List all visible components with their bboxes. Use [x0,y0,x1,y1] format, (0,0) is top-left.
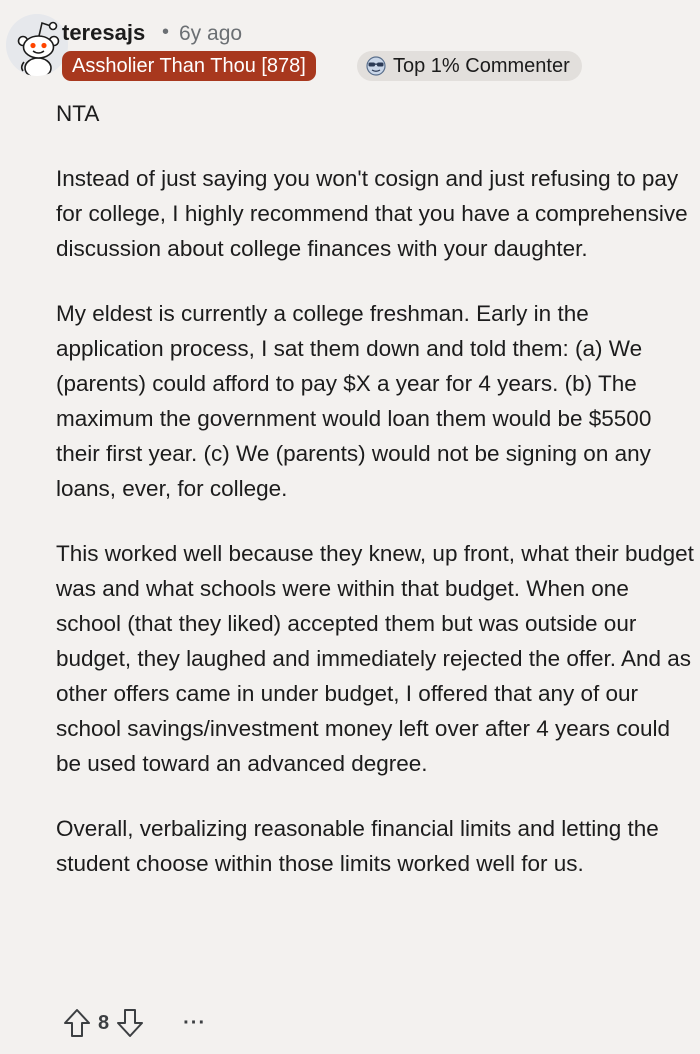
comment-body [56,96,696,911]
top-commenter-badge[interactable] [357,51,582,81]
meta-separator: • [162,21,170,43]
avatar[interactable] [6,14,68,76]
sunglasses-face-icon [365,55,387,77]
upvote-arrow-icon [63,1008,91,1038]
comment-paragraph: Overall, verbalizing reasonable financial limits and letting the student choose within those limits worked well for us. [56,816,659,876]
comment-paragraph: Instead of just saying you won't cosign and just refusing to pay for college, I highly recommend that you have a comprehensive discussion about college finances with your daughter. [56,166,688,261]
user-flair: Assholier Than Thou [878] [62,51,316,81]
comment-paragraph: NTA [56,101,100,126]
comment-paragraph: This worked well because they knew, up front, what their budget was and what schools were within that budget. When one school (that they liked) accepted them but was outside our budget, they laughed and immediately rejected the offer. And as other offers came in under budget, I offered that any of our school savings/investment money left over after 4 years could be used toward an advanced degree. [56,541,694,776]
badge-label: Top 1% Commenter [393,55,570,77]
upvote-button[interactable] [60,1006,94,1040]
downvote-button[interactable] [113,1006,147,1040]
more-options-button[interactable]: ··· [183,1012,207,1034]
comment-timestamp: 6y ago [179,22,243,45]
comment-paragraph: My eldest is currently a college freshman. Early in the application process, I sat them down and told them: (a) We (parents) could afford to pay $X a year for 4 years. (b) The maximum the government would loan them would be $5500 their first year. (c) We (parents) would not be signing on any loans, ever, for college. [56,301,652,501]
comment-actions [60,1004,206,1042]
author-username[interactable]: teresajs [62,20,146,45]
downvote-arrow-icon [116,1008,144,1038]
reddit-snoo-icon [6,14,68,76]
vote-score: 8 [98,1011,110,1034]
